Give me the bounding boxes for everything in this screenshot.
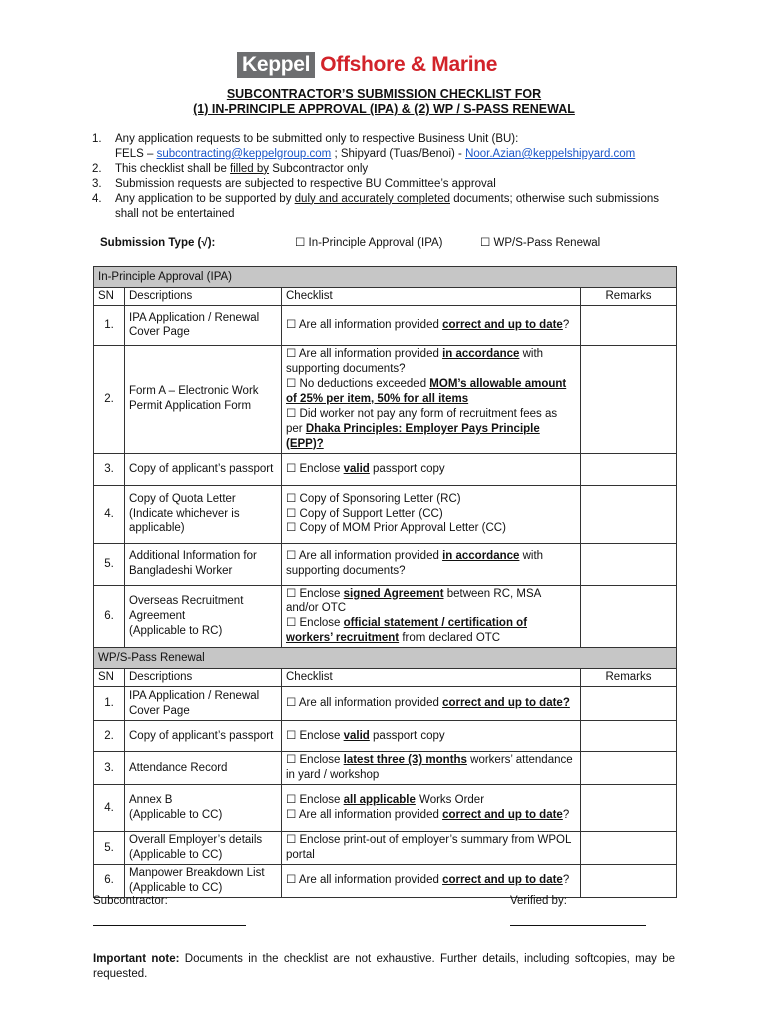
important-note: Important note: Documents in the checklist are not exhaustive. Further details, including softcopies, may be requested. [93,953,675,980]
checkbox[interactable]: ☐ [286,697,297,710]
section-header-ipa: In-Principle Approval (IPA) [94,267,677,288]
page-title-line1: SUBCONTRACTOR’S SUBMISSION CHECKLIST FOR [226,87,542,101]
table-row: 1. IPA Application / Renewal Cover Page ☐ Are all information provided correct and up to date? [94,305,677,345]
subcontractor-label: Subcontractor: [93,895,168,907]
column-header-row: SN Descriptions Checklist Remarks [94,669,677,687]
page-title-line2: (1) IN-PRINCIPLE APPROVAL (IPA) & (2) WP / S-PASS RENEWAL [193,102,575,116]
remarks-cell[interactable] [581,485,677,543]
table-row: 4. Annex B (Applicable to CC) ☐ Enclose all applicable Works Order ☐ Are all information provided correct and up to date? [94,785,677,832]
instructions-list [92,132,682,222]
checkbox[interactable]: ☐ [286,492,297,505]
table-row: 2. Form A – Electronic Work Permit Application Form ☐ Are all information provided in accordance with supporting documents? ☐ No deductions exceeded MOM’s allowable amount of 25% per item, 50% for all items ☐ Did worker not pay any form of recruitment fees as per Dhaka Principles: Employer Pays Principle (EPP)? [94,345,677,453]
checkbox[interactable]: ☐ [286,522,297,535]
checkbox[interactable]: ☐ [286,587,297,600]
checkbox[interactable]: ☐ [286,794,297,807]
table-row: 3. Attendance Record ☐ Enclose latest three (3) months workers’ attendance in yard / workshop [94,752,677,785]
remarks-cell[interactable] [581,832,677,865]
checklist-table [93,266,677,898]
checkbox[interactable]: ☐ [286,617,297,630]
checkbox[interactable]: ☐ [286,318,297,331]
remarks-cell[interactable] [581,585,677,648]
remarks-cell[interactable] [581,785,677,832]
checkbox[interactable]: ☐ [286,347,297,360]
column-header-row: SN Descriptions Checklist Remarks [94,288,677,306]
wp-renewal-checkbox[interactable]: ☐ WP/S-Pass Renewal [480,237,601,249]
logo-brand: Keppel [237,52,315,78]
checkbox[interactable]: ☐ [286,407,297,420]
checkbox[interactable]: ☐ [286,377,297,390]
submission-type-label: Submission Type (√): [100,237,216,249]
submission-type-row [100,236,660,252]
instruction-item: 2. This checklist shall be filled by Subcontractor only [92,162,369,175]
table-row: 5. Overall Employer’s details (Applicable to CC) ☐ Enclose print-out of employer’s summary from WPOL portal [94,832,677,865]
table-row: 1. IPA Application / Renewal Cover Page ☐ Are all information provided correct and up to date? [94,687,677,721]
checkbox[interactable]: ☐ [286,462,297,475]
table-row: 6. Manpower Breakdown List (Applicable to CC) ☐ Are all information provided correct and up to date? [94,864,677,897]
remarks-cell[interactable] [581,752,677,785]
table-row: 4. Copy of Quota Letter (Indicate whichever is applicable) ☐ Copy of Sponsoring Letter (RC) ☐ Copy of Support Letter (CC) ☐ Copy of MOM Prior Approval Letter (CC) [94,485,677,543]
instruction-item: 1. Any application requests to be submitted only to respective Business Unit (BU): FELS – subcontracting@keppelgroup.com ; Shipyard (Tuas/Benoi) - Noor.Azian@keppelshipyard.com [92,133,636,160]
remarks-cell[interactable] [581,721,677,752]
fels-email-link[interactable]: subcontracting@keppelgroup.com [156,147,332,160]
remarks-cell[interactable] [581,543,677,585]
verifier-signature-line[interactable] [510,925,646,926]
remarks-cell[interactable] [581,305,677,345]
checkbox[interactable]: ☐ [286,729,297,742]
remarks-cell[interactable] [581,864,677,897]
checkbox[interactable]: ☐ [286,754,297,767]
verified-by-label: Verified by: [510,895,567,907]
subcontractor-signature-line[interactable] [93,925,246,926]
section-header-wp: WP/S-Pass Renewal [94,648,677,669]
instruction-item: 4. Any application to be supported by duly and accurately completed documents; otherwise such submissions shall not be entertained [92,192,660,220]
instruction-item: 3. Submission requests are subjected to respective BU Committee’s approval [92,177,496,190]
table-row: 6. Overseas Recruitment Agreement (Applicable to RC) ☐ Enclose signed Agreement between RC, MSA and/or OTC ☐ Enclose official statement / certification of workers’ recruitment from declared OTC [94,585,677,648]
company-logo [237,52,497,78]
remarks-cell[interactable] [581,687,677,721]
remarks-cell[interactable] [581,453,677,485]
checkbox[interactable]: ☐ [286,834,297,847]
shipyard-email-link[interactable]: Noor.Azian@keppelshipyard.com [465,147,636,160]
checkbox[interactable]: ☐ [286,507,297,520]
table-row: 5. Additional Information for Bangladeshi Worker ☐ Are all information provided in accordance with supporting documents? [94,543,677,585]
logo-suffix: Offshore & Marine [320,53,498,77]
checkbox[interactable]: ☐ [286,809,297,822]
table-row: 3. Copy of applicant’s passport ☐ Enclose valid passport copy [94,453,677,485]
checkbox[interactable]: ☐ [286,874,297,887]
remarks-cell[interactable] [581,345,677,453]
ipa-checkbox[interactable]: ☐ In-Principle Approval (IPA) [295,237,443,249]
checkbox[interactable]: ☐ [286,550,297,563]
table-row: 2. Copy of applicant’s passport ☐ Enclose valid passport copy [94,721,677,752]
